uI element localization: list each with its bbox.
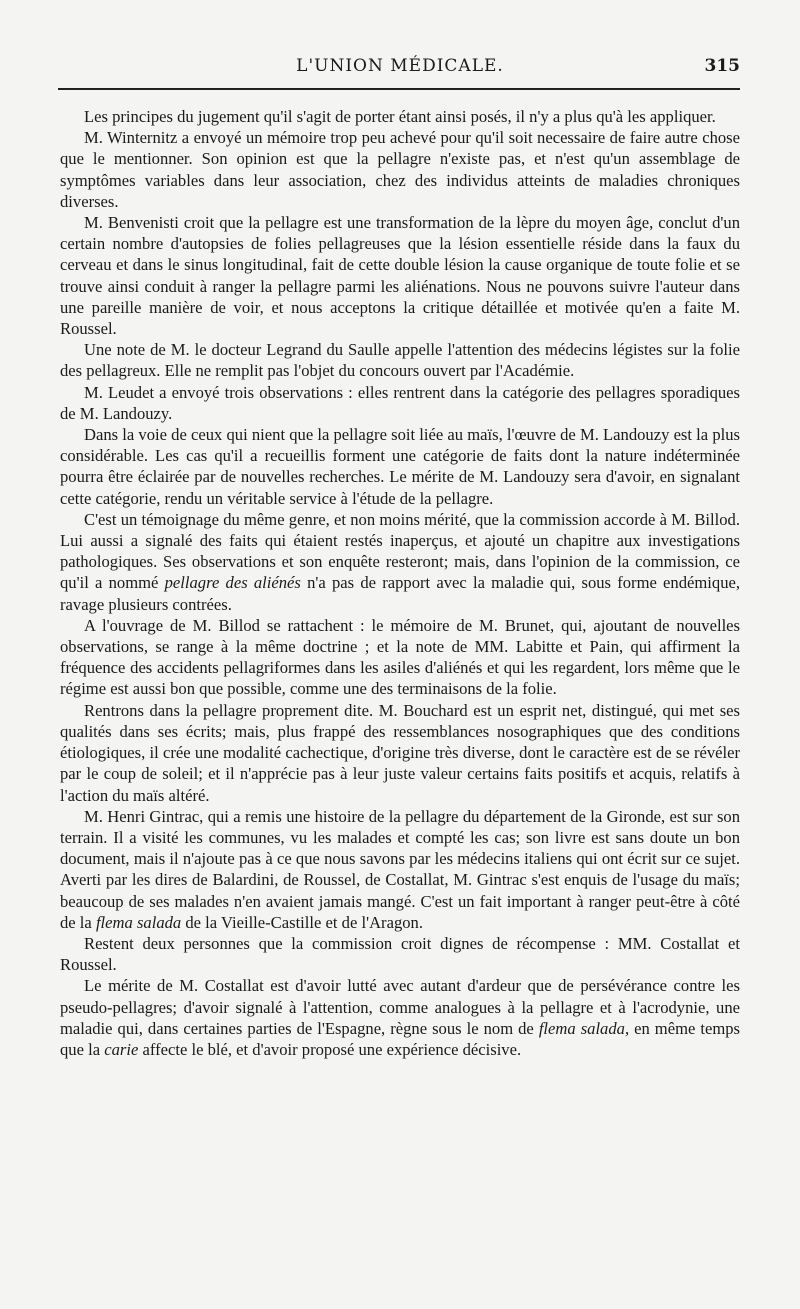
paragraph-text: C'est un témoignage du même genre, et non moins mérité, que la commission accorde à M. Billod. Lui aussi a signalé des faits qui étaient restés inaperçus, et ajouté un chapitre aux investigations pathologiques. Ses observations et son enquête resteront; mais, dans l'opinion de la commission, ce qu'il a nommé bbox=[60, 509, 740, 593]
paragraph-text: n'a pas de rapport avec la maladie qui, sous forme endémique, ravage plusieurs contrées. bbox=[60, 573, 741, 614]
body-text bbox=[60, 106, 740, 1060]
paragraph bbox=[60, 509, 740, 615]
paragraph bbox=[60, 106, 740, 127]
paragraph-text: M. Leudet a envoyé trois observations : elles rentrent dans la catégorie des pellagres sporadiques de M. Landouzy. bbox=[60, 382, 740, 423]
paragraph bbox=[60, 806, 740, 933]
paragraph-text: , en même temps que la bbox=[60, 1018, 740, 1059]
paragraph-text: M. Benvenisti croit que la pellagre est une transformation de la lèpre du moyen âge, conclut d'un certain nombre d'autopsies de folies pellagreuses que la lésion essentielle réside dans la faux du cerveau et dans le sinus longitudinal, fait de cette double lésion la cause organique de toute folie et se trouve ainsi conduit à ranger la pellagre parmi les aliénations. Nous ne pouvons suivre l'auteur dans une pareille manière de voir, et nous acceptons la critique détaillée et motivée qu'en a faite M. Roussel. bbox=[60, 213, 740, 339]
italic-term: pellagre des aliénés bbox=[164, 573, 301, 593]
paragraph bbox=[60, 212, 740, 339]
paragraph bbox=[60, 933, 740, 975]
paragraph-text: Une note de M. le docteur Legrand du Saulle appelle l'attention des médecins légistes sur la folie des pellagreux. Elle ne remplit pas l'objet du concours ouvert par l'Académie. bbox=[60, 340, 740, 381]
paragraph bbox=[60, 424, 740, 509]
paragraph-text: M. Winternitz a envoyé un mémoire trop peu achevé pour qu'il soit necessaire de faire autre chose que le mentionner. Son opinion est que la pellagre n'existe pas, et n'est qu'un assemblage de symptômes variables dans leur association, chez des individus atteints de maladies chroniques diverses. bbox=[60, 128, 740, 211]
paragraph bbox=[60, 127, 740, 212]
paragraph-text: Les principes du jugement qu'il s'agit de porter étant ainsi posés, il n'y a plus qu'à les appliquer. bbox=[84, 107, 716, 126]
paragraph-text: Rentrons dans la pellagre proprement dite. M. Bouchard est un esprit net, distingué, qui met ses qualités dans ses écrits; mais, plus frappé des ressemblances nosographiques que des conditions étiologiques, il crée une modalité cachectique, d'origine très diverse, dont le caractère est de se révéler par le coup de soleil; et il n'apprécie pas à leur juste valeur certains faits positifs et acquis, relatifs à l'action du maïs altéré. bbox=[60, 700, 740, 805]
page-number: 315 bbox=[704, 56, 740, 76]
paragraph-text: Restent deux personnes que la commission croit dignes de récompense : MM. Costallat et Roussel. bbox=[60, 933, 740, 975]
italic-term: flema salada bbox=[538, 1018, 625, 1038]
paragraph bbox=[60, 382, 740, 424]
paragraph-text: Dans la voie de ceux qui nient que la pellagre soit liée au maïs, l'œuvre de M. Landouzy est la plus considérable. Les cas qu'il a recueillis forment une catégorie de faits dont la nature indéterminée pourra être éclairée par de nouvelles recherches. Le mérite de M. Landouzy sera d'avoir, en signalant cette catégorie, rendu un véritable service à l'étude de la pellagre. bbox=[60, 425, 740, 508]
header-rule bbox=[58, 88, 740, 90]
italic-term: carie bbox=[104, 1039, 139, 1059]
paragraph-text: affecte le blé, et d'avoir proposé une expérience décisive. bbox=[138, 1039, 522, 1059]
paragraph-text: de la Vieille-Castille et de l'Aragon. bbox=[181, 912, 423, 932]
italic-term: flema salada bbox=[95, 912, 182, 932]
paragraph bbox=[60, 975, 740, 1060]
paragraph bbox=[60, 700, 740, 806]
paragraph bbox=[60, 615, 740, 700]
running-title: L'UNION MÉDICALE. bbox=[296, 56, 504, 76]
paragraph-text: M. Henri Gintrac, qui a remis une histoire de la pellagre du département de la Gironde, est sur son terrain. Il a visité les communes, vu les malades et compté les cas; son livre est sans doute un bon document, mais il n'ajoute pas à ce que nous savons par les médecins italiens qui ont écrit sur ce sujet. Averti par les dires de Balardini, de Roussel, de Costallat, M. Gintrac s'est enquis de l'usage du maïs; beaucoup de ses malades n'en avaient jamais mangé. C'est un fait important à ranger peut-être à côté de la bbox=[60, 806, 740, 932]
paragraph bbox=[60, 339, 740, 381]
page-header bbox=[60, 56, 740, 86]
paragraph-text: A l'ouvrage de M. Billod se rattachent : le mémoire de M. Brunet, qui, ajoutant de nouvelles observations, se range à la même doctrine ; et la note de MM. Labitte et Pain, qui affirment la fréquence des accidents pellagriformes dans les asiles d'aliénés et qui les regardent, lors même que le régime est aussi bon que possible, comme une des terminaisons de la folie. bbox=[60, 615, 740, 699]
paragraph-text: Le mérite de M. Costallat est d'avoir lutté avec autant d'ardeur que de persévérance contre les pseudo-pellagres; d'avoir signalé à l'attention, comme analogues à la pellagre et à l'acrodynie, une maladie qui, dans certaines parties de l'Espagne, règne sous le nom de bbox=[60, 976, 740, 1038]
